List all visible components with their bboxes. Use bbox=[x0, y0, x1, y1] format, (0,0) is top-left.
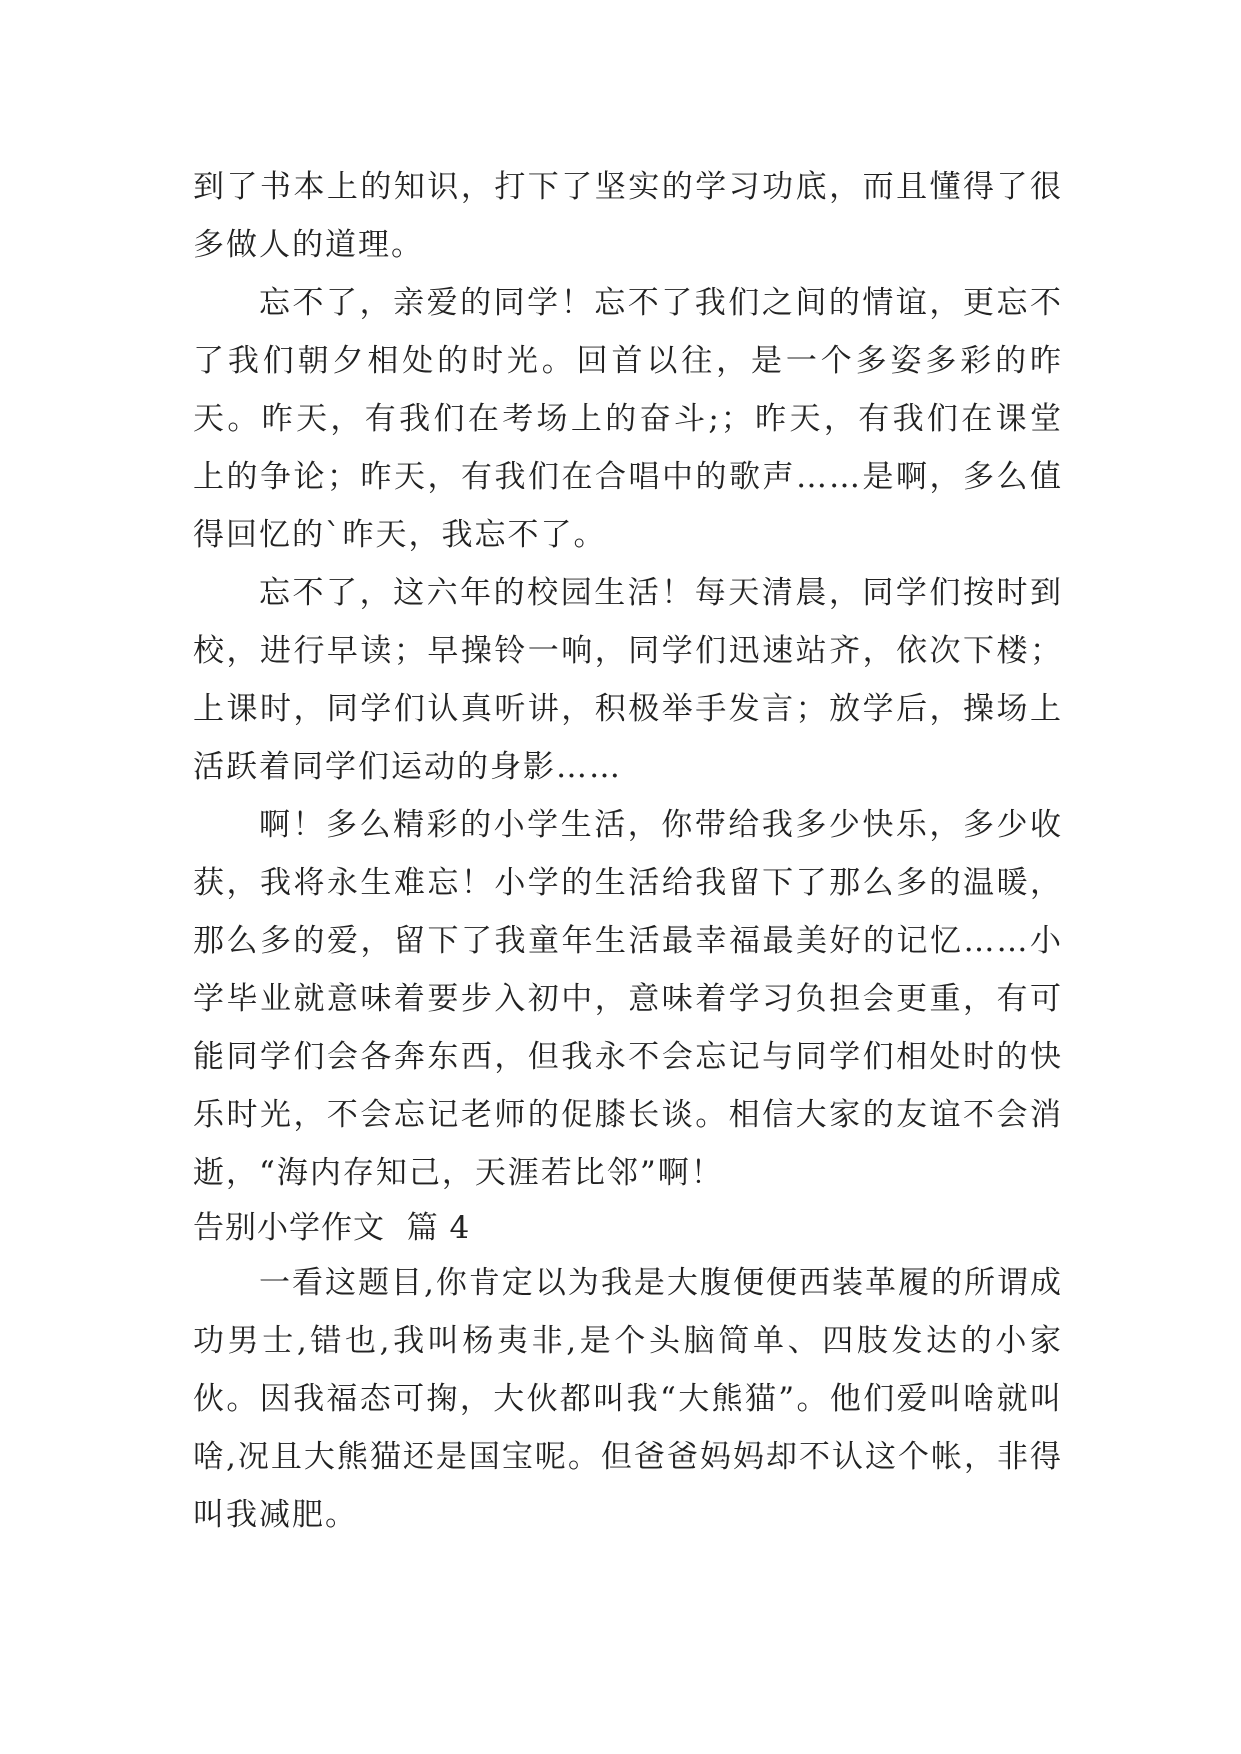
paragraph: 到了书本上的知识，打下了坚实的学习功底，而且懂得了很多做人的道理。 bbox=[193, 169, 1063, 263]
paragraph: 忘不了，亲爱的同学！忘不了我们之间的情谊，更忘不了我们朝夕相处的时光。回首以往，是一个多姿多彩的昨天。昨天，有我们在考场上的奋斗;；昨天，有我们在课堂上的争论；昨天，有我们在合唱中的歌声……是啊，多么值得回忆的`昨天，我忘不了。 bbox=[193, 285, 1063, 553]
paragraph: 忘不了，这六年的校园生活！每天清晨，同学们按时到校，进行早读；早操铃一响，同学们迅速站齐，依次下楼；上课时，同学们认真听讲，积极举手发言；放学后，操场上活跃着同学们运动的身影…… bbox=[193, 575, 1063, 785]
paragraph: 一看这题目,你肯定以为我是大腹便便西装革履的所谓成功男士,错也,我叫杨夷非,是个头脑简单、四肢发达的小家伙。因我福态可掬，大伙都叫我“大熊猫”。他们爱叫啥就叫啥,况且大熊猫还是国宝呢。但爸爸妈妈却不认这个帐，非得叫我减肥。 bbox=[193, 1265, 1063, 1533]
document-body bbox=[193, 158, 1063, 1544]
paragraph: 啊！多么精彩的小学生活，你带给我多少快乐，多少收获，我将永生难忘！小学的生活给我留下了那么多的温暖，那么多的爱，留下了我童年生活最幸福最美好的记忆……小学毕业就意味着要步入初中，意味着学习负担会更重，有可能同学们会各奔东西，但我永不会忘记与同学们相处时的快乐时光，不会忘记老师的促膝长谈。相信大家的友谊不会消逝，“海内存知己，天涯若比邻”啊！ bbox=[193, 807, 1063, 1191]
section-heading: 告别小学作文 篇 4 bbox=[193, 1210, 471, 1246]
